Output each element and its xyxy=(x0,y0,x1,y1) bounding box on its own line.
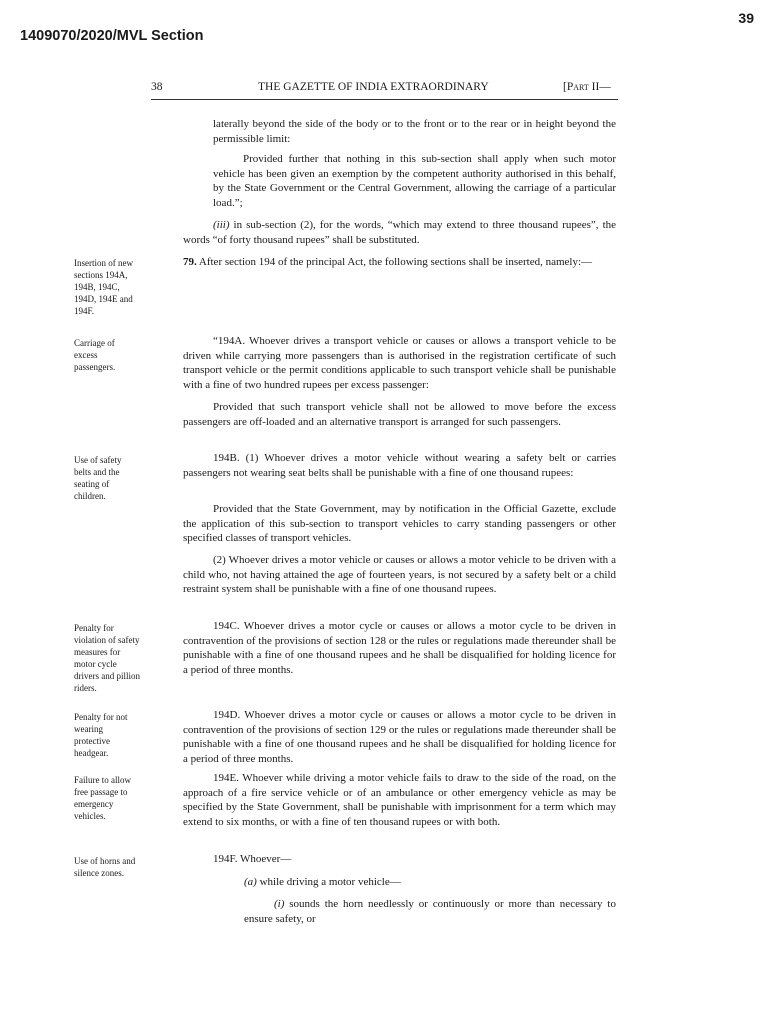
section-number: 79. xyxy=(183,256,197,268)
paragraph: 194E. Whoever while driving a motor vehicle fails to draw to the side of the road, on the approach of a fire service vehicle or of an ambulance or other emergency vehicle as may be specified by the State Government, shall be punishable with imprisonment for a term which may extend to six months, or with a fine of ten thousand rupees or with both. xyxy=(183,772,616,829)
paragraph: 194C. Whoever drives a motor cycle or causes or allows a motor cycle to be driven in contravention of the provisions of section 128 or the rules or regulations made thereunder shall be punishable with a fine of one thousand rupees and he shall be disqualified for holding licence for a period of three months. xyxy=(183,620,616,677)
margin-note: Carriage of excess passengers. xyxy=(74,338,116,372)
paragraph-text: After section 194 of the principal Act, the following sections shall be inserted, namely:— xyxy=(196,256,593,268)
paragraph: Provided that the State Government, may by notification in the Official Gazette, exclude the application of this sub-section to transport vehicles to carry standing passengers or other specified classes of transport vehicles. xyxy=(183,503,616,545)
paragraph: 194F. Whoever— xyxy=(213,853,292,865)
paragraph xyxy=(244,875,616,890)
paragraph xyxy=(183,218,616,247)
clause-marker: (iii) xyxy=(213,219,234,231)
paragraph-text: while driving a motor vehicle— xyxy=(256,876,401,888)
clause-marker: (a) xyxy=(244,876,257,888)
paragraph: Provided further that nothing in this sub-section shall apply when such motor vehicle has been given an exemption by the competent authority authorised in this behalf, by the State Government or the Central Government, allowing the carriage of a particular load.”; xyxy=(213,153,616,210)
gazette-title: THE GAZETTE OF INDIA EXTRAORDINARY xyxy=(258,81,489,93)
margin-note: Penalty for violation of safety measures for motor cycle drivers and pillion riders. xyxy=(74,623,140,693)
gazette-part: [Part II— xyxy=(563,81,611,93)
paragraph: (2) Whoever drives a motor vehicle or causes or allows a motor vehicle to be driven with a child who, not having attained the age of fourteen years, is not secured by a safety belt or a child restraint system shall be punishable with a fine of one thousand rupees. xyxy=(183,554,616,596)
page-number-top: 39 xyxy=(738,10,754,26)
margin-note: Use of safety belts and the seating of children. xyxy=(74,455,122,501)
paragraph xyxy=(244,897,616,926)
header-rule xyxy=(151,99,618,100)
margin-note: Use of horns and silence zones. xyxy=(74,856,136,878)
margin-note: Insertion of new sections 194A, 194B, 194C, 194D, 194E and 194F. xyxy=(74,258,133,316)
paragraph: 194B. (1) Whoever drives a motor vehicle without wearing a safety belt or carries passengers not wearing seat belts shall be punishable with a fine of one thousand rupees: xyxy=(183,452,616,479)
margin-note: Penalty for not wearing protective headgear. xyxy=(74,712,128,758)
file-reference: 1409070/2020/MVL Section xyxy=(20,28,204,44)
paragraph: 194D. Whoever drives a motor cycle or causes or allows a motor cycle to be driven in contravention of the provisions of section 129 or the rules or regulations made thereunder shall be punishable with a fine of one thousand rupees and he shall be disqualified for holding licence for a period of three months. xyxy=(183,709,616,766)
paragraph xyxy=(151,255,616,270)
paragraph: “194A. Whoever drives a transport vehicle or causes or allows a transport vehicle to be driven while carrying more passengers than is authorised in the registration certificate of such transport vehicle or the permit conditions applicable to such transport vehicle shall be punishable with a fine of two hundred rupees per excess passenger: xyxy=(183,335,616,392)
paragraph: Provided that such transport vehicle shall not be allowed to move before the excess passengers are off-loaded and an alternative transport is arranged for such passengers. xyxy=(183,401,616,428)
paragraph: laterally beyond the side of the body or to the front or to the rear or in height beyond the permissible limit: xyxy=(213,118,616,145)
paragraph-text: in sub-section (2), for the words, “which may extend to three thousand rupees”, the words “of forty thousand rupees” shall be substituted. xyxy=(183,219,617,246)
paragraph-text: sounds the horn needlessly or continuously or more than necessary to ensure safety, or xyxy=(244,898,616,925)
gazette-page-number: 38 xyxy=(151,81,163,93)
clause-marker: (i) xyxy=(274,898,285,910)
margin-note: Failure to allow free passage to emergency vehicles. xyxy=(74,775,131,821)
